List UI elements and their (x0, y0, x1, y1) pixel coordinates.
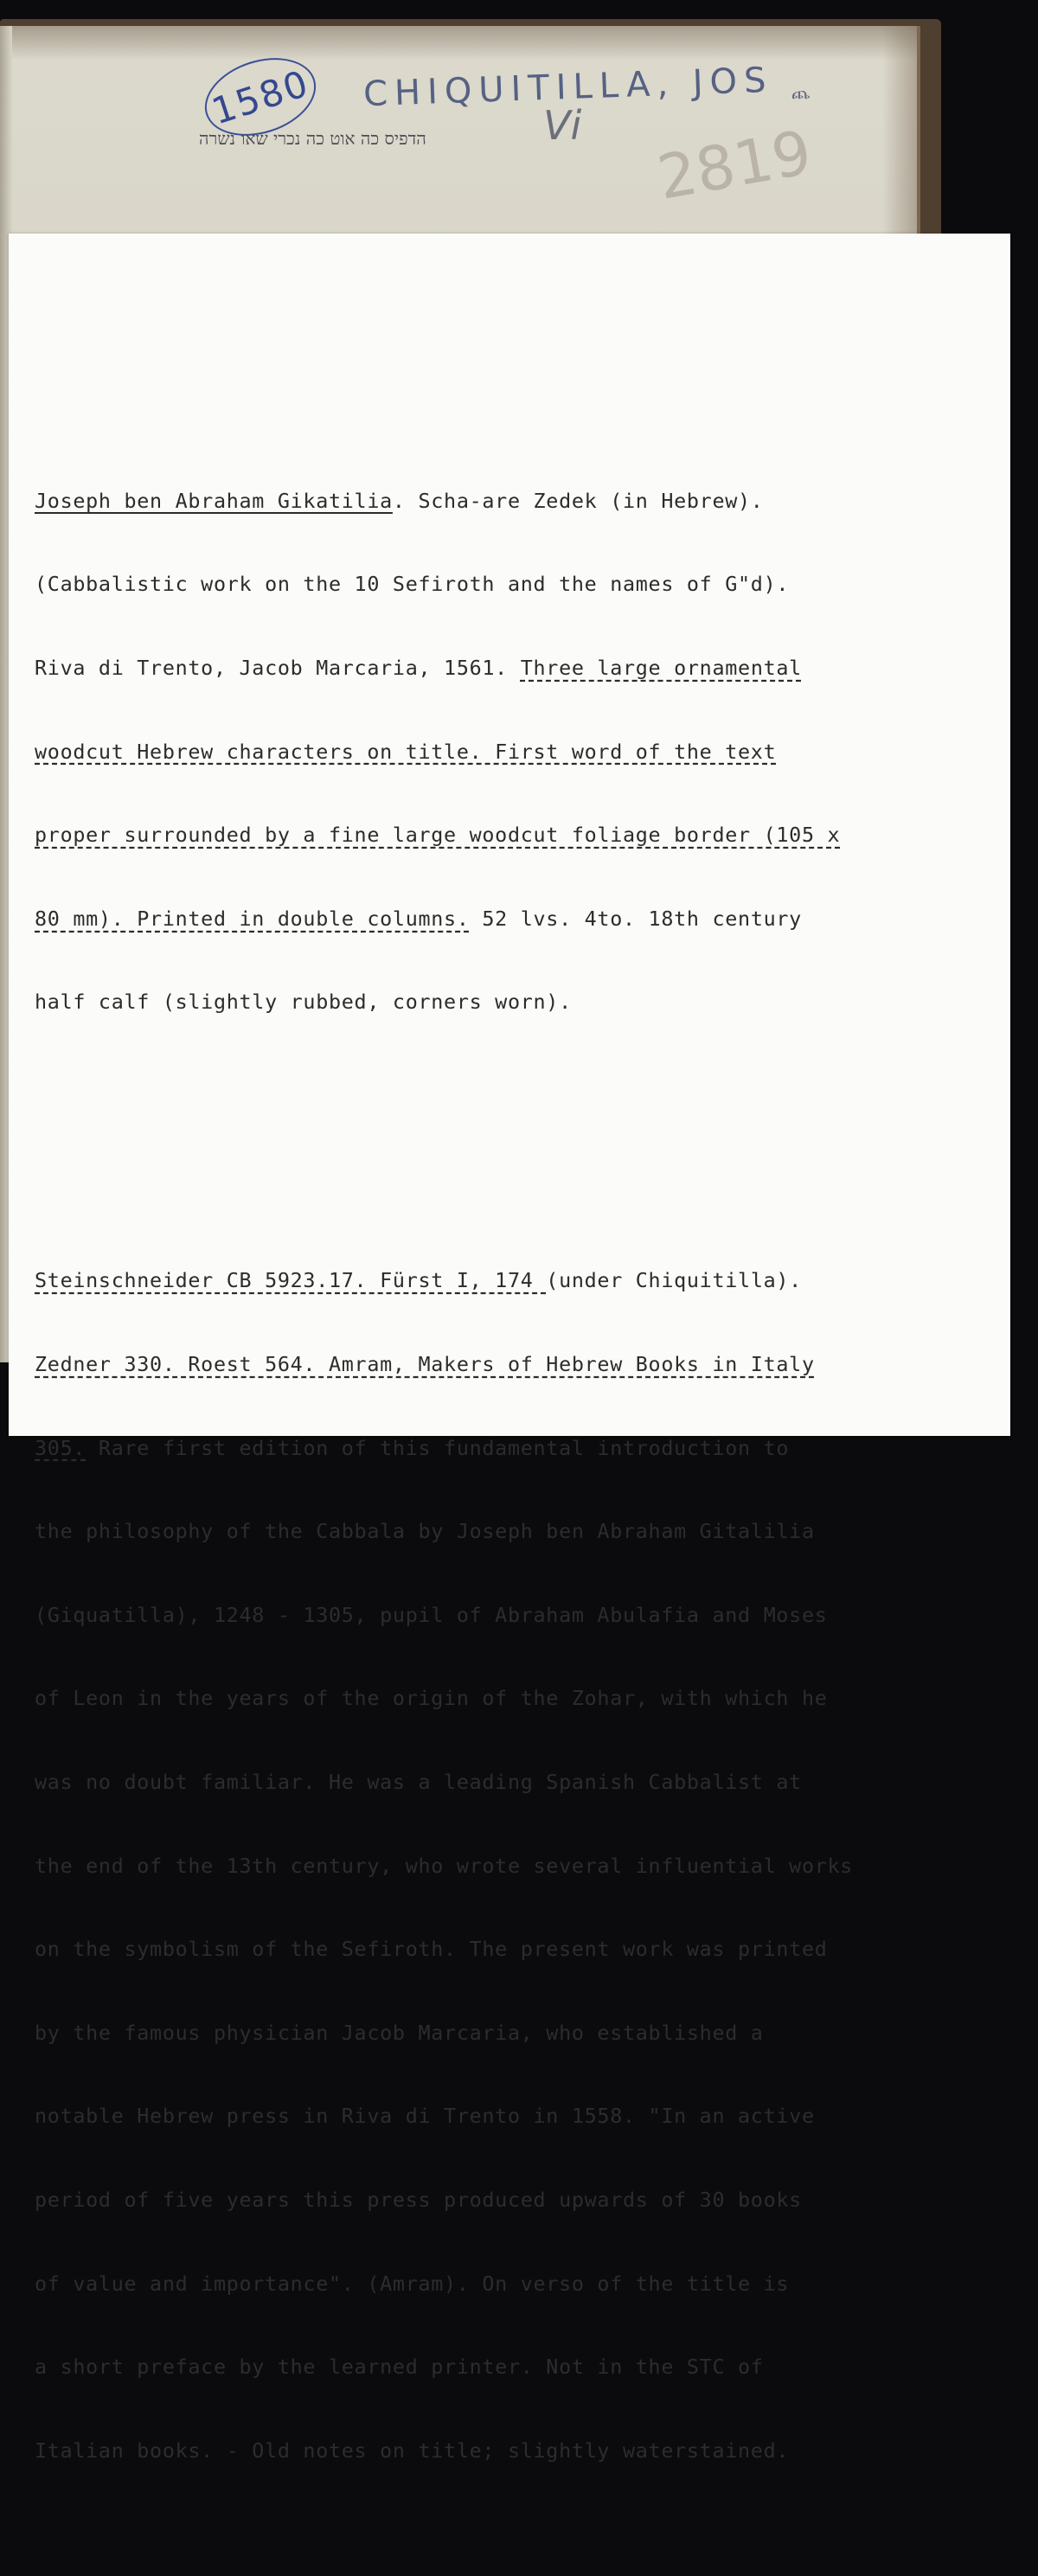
entry-line: on the symbolism of the Sefiroth. The present work was printed (35, 1937, 828, 1962)
author-name: Joseph ben Abraham Gikatilia (35, 488, 393, 513)
board-top-stain (0, 26, 917, 61)
description-paragraph (35, 431, 999, 1072)
entry-line: a short preface by the learned printer. Not in the STC of (35, 2355, 764, 2380)
catalog-entry-text (35, 375, 999, 2576)
entry-line: Italian books. - Old notes on title; slightly waterstained. (35, 2438, 790, 2463)
entry-line: notable Hebrew press in Riva di Trento in 1558. "In an active (35, 2104, 815, 2129)
entry-line: 80 mm). Printed in double columns. 52 lvs. 4to. 18th century (35, 906, 802, 931)
entry-line: was no doubt familiar. He was a leading Spanish Cabbalist at (35, 1769, 802, 1794)
entry-line: (Cabbalistic work on the 10 Sefiroth and the names of G"d). (35, 572, 790, 597)
entry-line: Riva di Trento, Jacob Marcaria, 1561. Three large ornamental (35, 656, 802, 681)
entry-line: the end of the 13th century, who wrote several influential works (35, 1853, 854, 1878)
paragraph-gap (35, 1127, 999, 1155)
entry-line: by the famous physician Jacob Marcaria, who established a (35, 2020, 764, 2045)
entry-line: Zedner 330. Roest 564. Amram, Makers of Hebrew Books in Italy (35, 1351, 815, 1376)
entry-line: period of five years this press produced upwards of 30 books (35, 2188, 802, 2212)
entry-line: woodcut Hebrew characters on title. First word of the text (35, 739, 777, 764)
entry-line: 305. Rare first edition of this fundamental introduction to (35, 1435, 790, 1460)
entry-line: of value and importance". (Amram). On verso of the title is (35, 2271, 790, 2296)
handwritten-author-name: CHIQUITILLA, JOS (362, 60, 774, 115)
entry-line: of Leon in the years of the origin of the Zohar, with which he (35, 1686, 828, 1711)
circled-catalog-number: 1580 (195, 45, 325, 150)
entry-line: half calf (slightly rubbed, corners worn). (35, 990, 572, 1015)
entry-line: (Giquatilla), 1248 - 1305, pupil of Abraham Abulafia and Moses (35, 1602, 828, 1627)
handwritten-mark: Vi (543, 102, 582, 149)
entry-line: Steinschneider CB 5923.17. Fürst I, 174 (under Chiquitilla). (35, 1268, 802, 1293)
entry-line: proper surrounded by a fine large woodcut foliage border (105 x (35, 823, 841, 848)
typed-catalog-slip (9, 234, 1010, 2463)
handwritten-corner-mark: ጨ (791, 82, 811, 103)
references-paragraph (35, 1211, 999, 2521)
pencil-number: 2819 (652, 117, 817, 214)
entry-line-rest: . Scha-are Zedek (in Hebrew). (392, 488, 764, 513)
entry-line: the philosophy of the Cabbala by Joseph ben Abraham Gitalilia (35, 1519, 815, 1544)
entry-line (35, 487, 999, 515)
handwritten-hebrew-note: הדפיס כה אוט כה נכרי שאו נשרה (199, 128, 426, 149)
